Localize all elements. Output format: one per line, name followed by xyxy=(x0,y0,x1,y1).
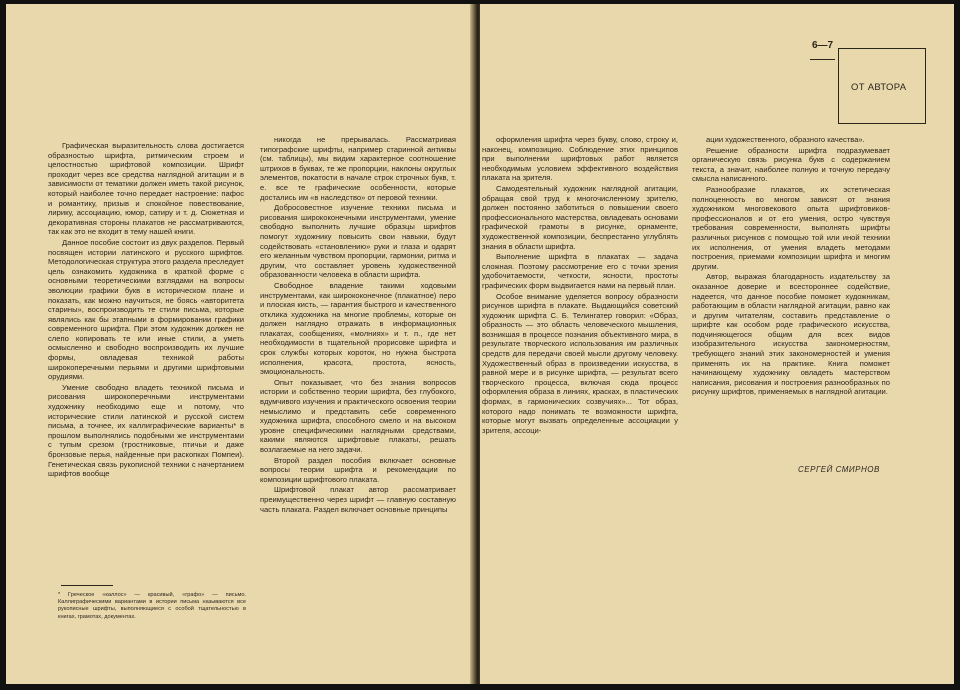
paragraph: Шрифтовой плакат автор рассматривает преимущественно через шрифт — главную составную часть плаката. Раздел включает основные принципы xyxy=(260,485,456,514)
paragraph: Решение образности шрифта подразумевает органическую связь рисунка букв с содержанием текста, а значит, наиболее полную и точную передачу смысла написанного. xyxy=(692,145,890,184)
paragraph: Опыт показывает, что без знания вопросов истории и собственно теории шрифта, без глубокого, вдумчивого изучения и практического освоения теории немыслимо и представить себе современного художника шрифта, способного смело и на высоком уровне специфическими наглядными средствами, какими являются шрифтовые плакаты, решать возлагаемые на него задачи. xyxy=(260,377,456,454)
paragraph: никогда не прерывалась. Рассматривая типографские шрифты, например старинной антиквы (см. таблицы), мы видим характерное соотношение штрихов в буквах, те же пропорции, наклоны округлых элементов, покатости в начале строк строчных букв, т. е. все те графические особенности, которые достались им «в наследство» от перовой техники. xyxy=(260,135,456,202)
paragraph: Добросовестное изучение техники письма и рисования ширококонечными инструментами, умение свободно выполнить лучшие образцы шрифтов помогут художнику повысить свои навыки, будут содействовать «становлению» руки и глаза и одарят его желанным чувством пропорции, гармонии, ритма и другим, что составляет уровень художественной образованности человека в области шрифта. xyxy=(260,203,456,280)
page-number-rule xyxy=(810,59,835,60)
right-page xyxy=(480,4,954,684)
author-signature: СЕРГЕЙ СМИРНОВ xyxy=(798,465,880,474)
paragraph: ации художественного, образного качества». xyxy=(706,135,865,144)
paragraph: Свободное владение такими ходовыми инструментами, как ширококонечное (плакатное) перо и плоская кисть, — гарантия быстрого и качественного отклика художника на многие проблемы, которые он должен наглядно отражать в информационных плакатах, сообщениях, «молниях» и т. п., где нет необходимости в тщательной прорисовке шрифта и срок службы которых короток, но нужна быстрота исполнения, красота, простота, ясность, эмоциональность. xyxy=(260,280,456,377)
paragraph: Самодеятельный художник наглядной агитации, обращая свой труд к многочисленному зрителю, должен постоянно заботиться о повышении своего профессионального мастерства, овладевать основами графической грамоты в рисунке, орнаменте, художественной композиции, беспрестанно углублять знания в области шрифта. xyxy=(482,183,678,251)
paragraph: Автор, выражая благодарность издательству за оказанное доверие и всестороннее содействие, надеется, что данное пособие поможет художникам, работающим в области наглядной агитации, равно как и другим читателям, составить представление о шрифте как особом роде графического искусства, подчиняющегося общим для всех видов изобразительного искусства закономерностям, требующего знаний этих закономерностей и умения применять их на практике. Книга поможет начинающему художнику овладеть мастерством написания, рисования и построения разнообразных по рисунку шрифтов, применяемых в наглядной агитации. xyxy=(692,272,890,397)
left-page xyxy=(6,4,476,684)
section-title: ОТ АВТОРА xyxy=(851,82,907,93)
paragraph: Второй раздел пособия включает основные вопросы теории шрифта и рекомендации по композиции шрифтового плаката. xyxy=(260,455,456,484)
paragraph: Умение свободно владеть техникой письма и рисования широкоперечными инструментами художнику необходимо еще и потому, что исторические стили латинской и русской систем письма, а точнее, их каллиграфические варианты* в прошлом выполнялись подобными же инструментами с тупым срезом (тростниковые, птичьи и даже бронзовые перья, найденные при раскопках Помпеи). Генетическая связь рукописной техники с начертанием шрифтов вообще xyxy=(48,382,244,479)
paragraph: Выполнение шрифта в плакатах — задача сложная. Поэтому рассмотрение его с точки зрения удобочитаемости, четкости, ясности, простоты графических форм выдвигается нами на первый план. xyxy=(482,252,678,290)
paragraph: Особое внимание уделяется вопросу образности рисунков шрифта в плакате. Выдающийся советский художник шрифта С. Б. Телингатер говорил: «Образ, образность — это область человеческого мышления, возникшая в процессе познания объективного мира, в результате творческого использования им различных средств для передачи своей мысли другому человеку. Художественный образ в произведении искусства, в равной мере и в рисунке шрифта, — результат всего творческого процесса, включая сюда процесс оформления образа в линиях, красках, в пластических формах, в гармонических созвучиях»... Тот образ, которого надо понимать те возможности шрифта, которые могут вызвать определенные ассоциации у зрителя, ассоци- xyxy=(482,291,678,435)
left-column-1 xyxy=(48,141,244,573)
section-title-box xyxy=(838,48,926,124)
footnote: * Греческое «каллос» — красивый, «графо» — письмо. Каллиграфическими вариантами в истории письма называются все рукописные шрифты, выполняющиеся с особой тщательностью в книгах, грамотах, документах. xyxy=(58,592,246,620)
paragraph: оформления шрифта через букву, слово, строку и, наконец, композицию. Соблюдение этих принципов при выполнении шрифтовых работ является необходимым условием эффективного воздействия плаката на зрителя. xyxy=(482,135,678,183)
right-column-1 xyxy=(482,135,678,515)
page-number: 6—7 xyxy=(812,40,834,51)
right-column-2 xyxy=(692,135,890,465)
paragraph: Разнообразие плакатов, их эстетическая полноценность во многом зависят от знания художником многовекового опыта шрифтовиков-профессионалов и от его умения, остро чувствуя требования современности, выполнять шрифты различных рисунков с помощью той или иной техники их исполнения, от умения владеть методами построения, приемами композиции шрифта и многим другим. xyxy=(692,184,890,271)
paragraph: Данное пособие состоит из двух разделов. Первый посвящен истории латинского и русского шрифтов. Методологическая структура этого раздела преследует цель ознакомить художника в краткой форме с основными теоретическими взглядами на вопросы эволюции графики букв в историческом плане и показать, как можно научиться, не боясь «авторитета старины», воспроизводить те стили письма, которые являлись как бы этапными в формировании графики современного шрифта. При этом художник должен не слепо копировать те или иные стили, а уметь осмысленно и свободно воспроизводить их лучшие формы, овладевая техникой работы широкоперечными перьями и другими шрифтовыми орудиями. xyxy=(48,237,244,382)
paragraph: Графическая выразительность слова достигается образностью шрифта, ритмическим строем и целостностью шрифтовой композиции. Шрифт проходит через все средства наглядной агитации и в зависимости от тематики должен иметь такой рисунок, который наиболее точно передает настроение: пафос и романтику, призыв и спокойное повествование, лирику, ассоциацию, юмор, сатиру и т. д. Сюжетная и декоративная стороны плакатов не рассматриваются, так как это не входит в тему нашей книги. xyxy=(48,141,244,237)
footnote-rule xyxy=(61,585,113,586)
left-column-2 xyxy=(260,135,456,655)
